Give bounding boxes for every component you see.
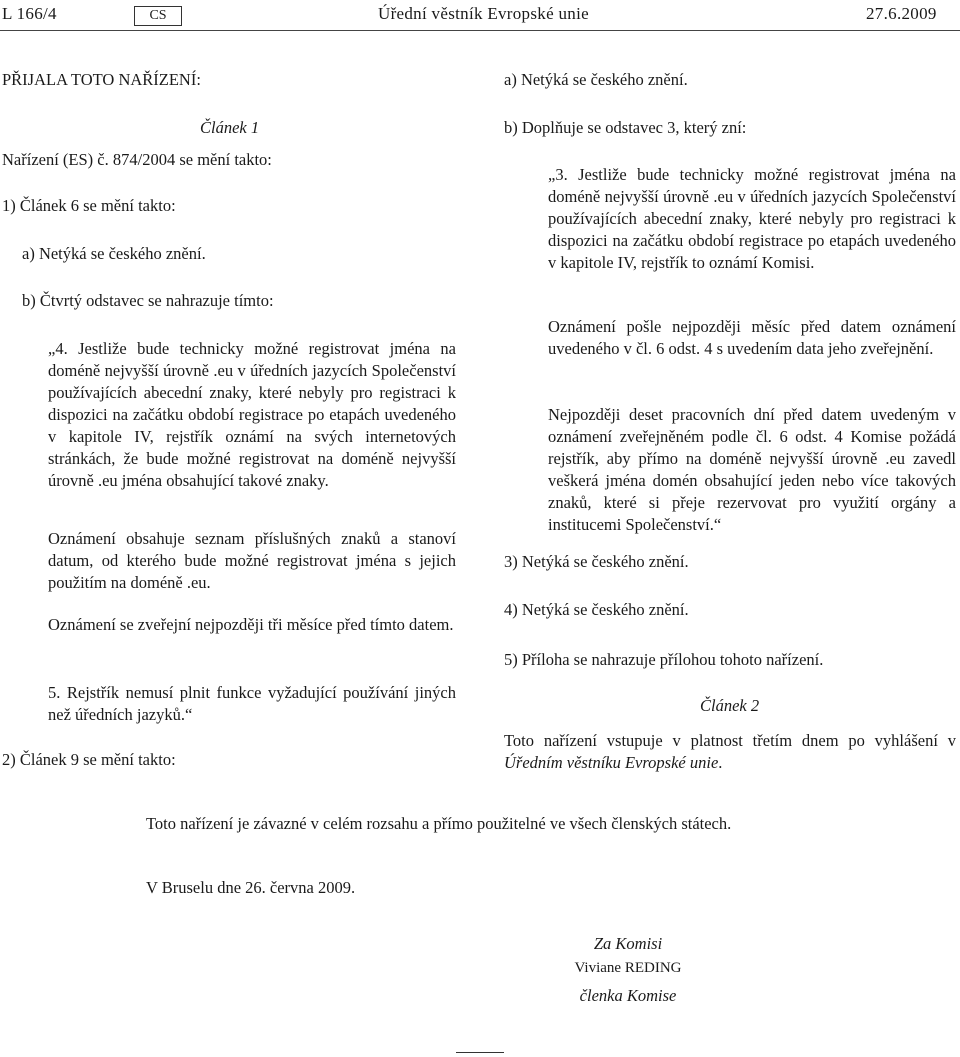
entry-into-force-end: . [718,753,723,772]
item-3: 3) Netýká se českého znění. [504,552,689,571]
quoted-paragraph-4: „4. Jestliže bude technicky možné registrovat jména na doméně nejvyšší úrovně .eu v úředních jazycích Společenství používajících abecední znaky, které nebyly pro registraci k dispozici na začátku období registrace po etapách uvedeného v kapitole IV, rejstřík oznámí na svých internetových stránkách, že bude možné registrovat na doméně nejvyšší úrovně .eu jména obsahující takové znaky. [48,339,456,490]
entry-into-force-text: Toto nařízení vstupuje v platnost třetím dnem po vyhlášení v [504,731,956,750]
language-badge: CS [134,6,182,26]
item-2a: a) Netýká se českého znění. [504,70,688,89]
notice-paragraph-3: Oznámení pošle nejpozději měsíc před datem oznámení uvedeného v čl. 6 odst. 4 s uvedením data jeho zveřejnění. [548,317,956,358]
signatory-name: Viviane REDING [574,960,682,976]
for-commission: Za Komisi [593,934,663,953]
amendment-intro: Nařízení (ES) č. 874/2004 se mění takto: [2,150,272,169]
item-4: 4) Netýká se českého znění. [504,600,689,619]
item-1b: b) Čtvrtý odstavec se nahrazuje tímto: [22,291,274,310]
signatory-role: členka Komise [579,986,677,1005]
publication-date: 27.6.2009 [866,4,937,23]
entry-into-force [504,730,956,774]
journal-name: Úředním věstníku Evropské unie [504,753,719,772]
journal-title: Úřední věstník Evropské unie [378,4,589,23]
item-1: 1) Článek 6 se mění takto: [2,196,176,215]
quoted-paragraph-3: „3. Jestliže bude technicky možné registrovat jména na doméně nejvyšší úrovně .eu v úředních jazycích Společenství používajících abecední znaky, které nebyly pro registraci k dispozici na začátku období registrace po etapách uvedeného v kapitole IV, rejstřík to oznámí Komisi. [548,165,956,272]
notice-paragraph-1: Oznámení obsahuje seznam příslušných znaků a stanoví datum, od kterého bude možné registrovat jména s jejich použitím na doméně .eu. [48,529,456,592]
notice-paragraph-4: Nejpozději deset pracovních dní před datem uvedeným v oznámení zveřejněném podle čl. 6 odst. 4 Komise požádá rejstřík, aby přímo na doméně nejvyšší úrovně .eu zavedl veškerá jména domén obsahující jeden nebo více takových znaků, které si přeje rezervovat pro využití orgány a institucemi Společenství.“ [548,405,956,534]
page-reference: L 166/4 [2,4,57,23]
article-1-heading: Článek 1 [200,118,260,137]
item-2: 2) Článek 9 se mění takto: [2,750,176,769]
page-header [0,4,960,26]
binding-clause: Toto nařízení je závazné v celém rozsahu a přímo použitelné ve všech členských státech. [146,814,732,833]
point-5: 5. Rejstřík nemusí plnit funkce vyžadující používání jiných než úředních jazyků.“ [48,683,456,724]
item-2b: b) Doplňuje se odstavec 3, který zní: [504,118,747,137]
article-2-heading: Článek 2 [700,696,760,715]
adopted-line: PŘIJALA TOTO NAŘÍZENÍ: [2,70,201,89]
item-5: 5) Příloha se nahrazuje přílohou tohoto nařízení. [504,650,824,669]
footnote-rule [456,1052,504,1053]
notice-paragraph-2: Oznámení se zveřejní nejpozději tři měsíce před tímto datem. [48,615,454,634]
item-1a: a) Netýká se českého znění. [22,244,206,263]
header-rule [0,30,960,31]
place-and-date: V Bruselu dne 26. června 2009. [146,878,356,897]
